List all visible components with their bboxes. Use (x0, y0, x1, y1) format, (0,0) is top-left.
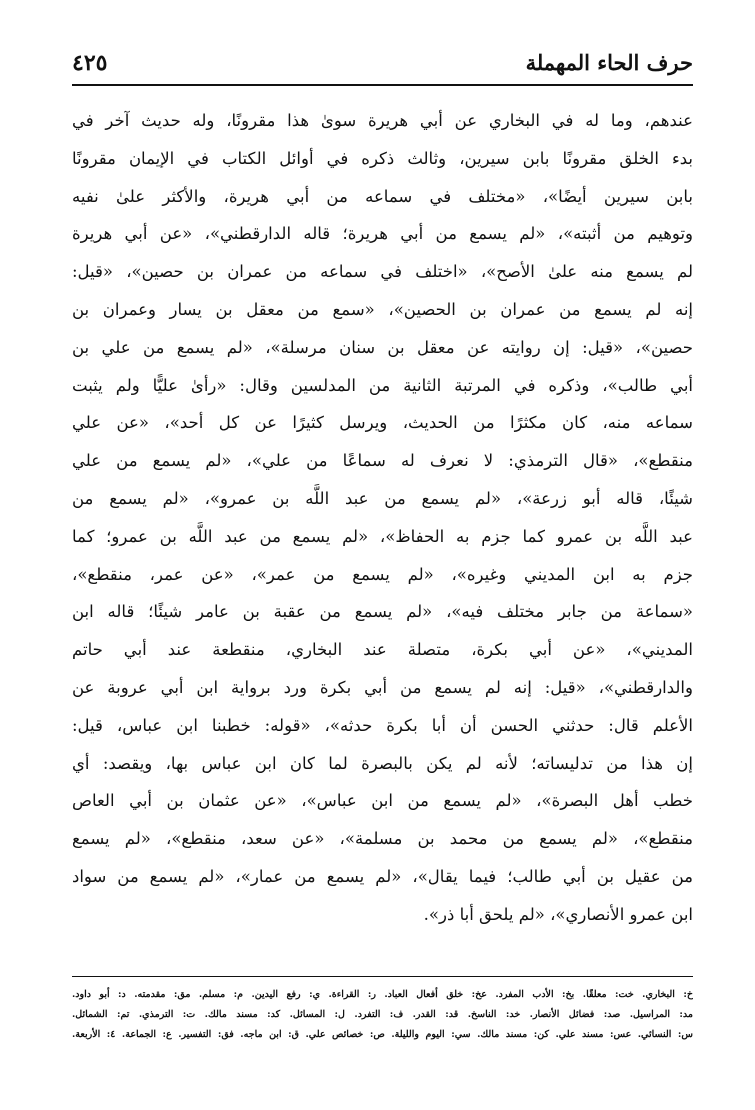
footnote-line: س: النسائي. عس: مسند علي. كن: مسند مالك. سي: اليوم والليلة. ص: خصائص علي. ق: ابن ماجه. فق: التفسير. ع: الجماعة. ٤: الأربعة. (72, 1029, 693, 1040)
text-line: إن هذا من تدليساته؛ لأنه لم يكن بالبصرة لما كان ابن عباس بها، ويقصد: أي (72, 753, 693, 773)
text-line: ابن عمرو الأنصاري»، «لم يلحق أبا ذر». (423, 904, 693, 924)
text-line: وتوهيم من أثبته»، «لم يسمع من أبي هريرة؛ قاله الدارقطني»، «عن أبي هريرة (72, 224, 693, 244)
text-line: عندهم، وما له في البخاري عن أبي هريرة سوىٰ هذا مقرونًا، وله حديث آخر في (72, 111, 693, 130)
text-line: منقطع»، «قال الترمذي: لا نعرف له سماعًا من علي»، «لم يسمع من علي (72, 451, 693, 471)
page-number: ٤٢٥ (72, 50, 108, 76)
footnote-line: خ: البخاري. خت: معلقًا. بخ: الأدب المفرد. عخ: خلق أفعال العباد. ر: القراءة. ي: رفع اليدين. م: مسلم. مق: مقدمته. د: أبو داود. (72, 989, 693, 1000)
book-page (72, 44, 693, 1084)
text-line: أبي طالب»، وذكره في المرتبة الثانية من المدلسين وقال: «رأىٰ عليًّا ولم يثبت (72, 375, 693, 395)
text-line: خطب أهل البصرة»، «لم يسمع من ابن عباس»، «عن عثمان بن أبي العاص (72, 791, 693, 811)
footnote-divider (72, 976, 693, 977)
text-line: إنه لم يسمع من عمران بن الحصين»، «سمع من معقل بن يسار وعمران بن (72, 299, 693, 319)
header-divider (72, 84, 693, 86)
text-line: والدارقطني»، «قيل: إنه لم يسمع من أبي بكرة ورد برواية ابن أبي عروبة عن (72, 677, 693, 697)
text-line: بدء الخلق مقرونًا بابن سيرين، وثالث ذكره في أوائل الكتاب في الإيمان مقرونًا (72, 148, 693, 168)
text-line: شيئًا، قاله أبو زرعة»، «لم يسمع من عبد اللَّه بن عمرو»، «لم يسمع من (72, 488, 693, 508)
text-line: حصين»، «قيل: إن روايته عن معقل بن سنان مرسلة»، «لم يسمع من علي بن (72, 337, 693, 357)
text-line: بابن سيرين أيضًا»، «مختلف في سماعه من أبي هريرة، والأكثر علىٰ نفيه (72, 186, 693, 206)
text-line: جزم به ابن المديني وغيره»، «لم يسمع من عمر»، «عن عمر، منقطع»، (72, 564, 693, 584)
footnote-line: مد: المراسيل. صد: فضائل الأنصار. خد: الناسخ. قد: القدر. ف: التفرد. ل: المسائل. كد: مسند مالك. ت: الترمذي. تم: الشمائل. (72, 1009, 693, 1020)
footnote-legend (72, 985, 693, 1045)
text-line: منقطع»، «لم يسمع من محمد بن مسلمة»، «عن سعد، منقطع»، «لم يسمع (72, 829, 693, 849)
text-line: «سماعة من جابر مختلف فيه»، «لم يسمع من عقبة بن عامر شيئًا؛ قاله ابن (72, 602, 693, 622)
page-title: حرف الحاء المهملة (525, 50, 693, 75)
page-header (72, 44, 693, 82)
text-line: لم يسمع منه علىٰ الأصح»، «اختلف في سماعه من عمران بن حصين»، «قيل: (72, 262, 693, 282)
text-line: عبد اللَّه بن عمرو كما جزم به الحفاظ»، «لم يسمع من عبد اللَّه بن عمرو؛ كما (72, 526, 693, 546)
text-line: الأعلم قال: حدثني الحسن أن أبا بكرة حدثه»، «قوله: خطبنا ابن عباس، قيل: (72, 715, 693, 735)
text-line: سماعه منه، كان مكثرًا من الحديث، ويرسل كثيرًا عن كل أحد»، «عن علي (72, 413, 693, 433)
text-line: المديني»، «عن أبي بكرة، متصلة عند البخاري، منقطعة عند أبي حاتم (72, 640, 693, 660)
main-text (72, 102, 693, 934)
text-line: من عقيل بن أبي طالب؛ فيما يقال»، «لم يسمع من عمار»، «لم يسمع من سواد (72, 866, 693, 886)
